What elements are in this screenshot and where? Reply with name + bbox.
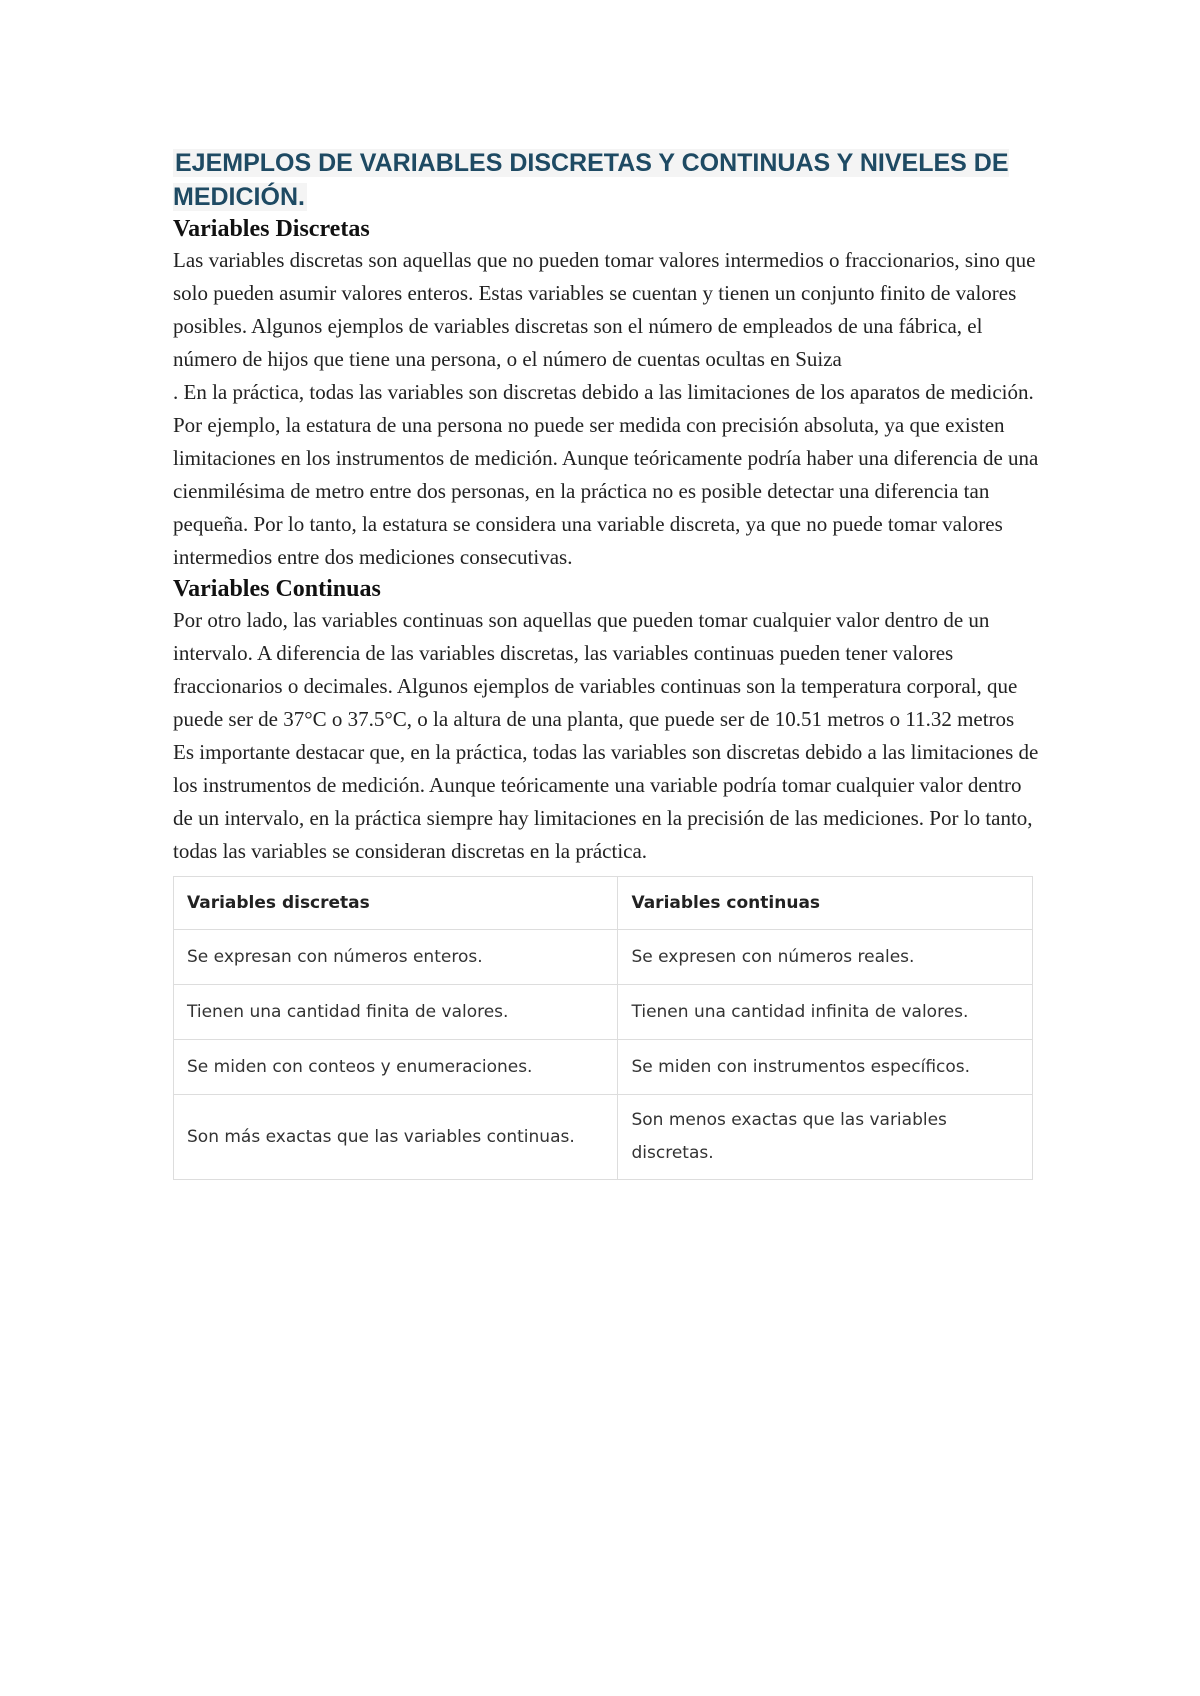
table-header-cell: Variables discretas: [174, 877, 618, 930]
table-header-cell: Variables continuas: [618, 877, 1033, 930]
paragraph-discretas-practice: . En la práctica, todas las variables son discretas debido a las limitaciones de los aparatos de medición. Por ejemplo, la estatura de una persona no puede ser medida con precisión absoluta, ya que existen limitaciones en los instrumentos de medición. Aunque teóricamente podría haber una diferencia de una cienmilésima de metro entre dos personas, en la práctica no es posible detectar una diferencia tan pequeña. Por lo tanto, la estatura se considera una variable discreta, ya que no puede tomar valores intermedios entre dos mediciones consecutivas.: [173, 380, 1039, 569]
table-cell: Son más exactas que las variables continuas.: [174, 1095, 618, 1180]
section-heading-continuas: Variables Continuas: [173, 576, 381, 602]
table-row: [174, 930, 1033, 985]
table-cell: Se miden con conteos y enumeraciones.: [174, 1040, 618, 1095]
table-cell: Se expresen con números reales.: [618, 930, 1033, 985]
document-page: [173, 140, 1039, 1180]
table-cell: Se miden con instrumentos específicos.: [618, 1040, 1033, 1095]
table-row: [174, 1040, 1033, 1095]
table-cell: Se expresan con números enteros.: [174, 930, 618, 985]
table-row: [174, 1095, 1033, 1180]
paragraph-continuas-practice: Es importante destacar que, en la práctica, todas las variables son discretas debido a las limitaciones de los instrumentos de medición. Aunque teóricamente una variable podría tomar cualquier valor dentro de un intervalo, en la práctica siempre hay limitaciones en la precisión de las mediciones. Por lo tanto, todas las variables se consideran discretas en la práctica.: [173, 740, 1039, 863]
paragraph-continuas-definition: Por otro lado, las variables continuas son aquellas que pueden tomar cualquier valor dentro de un intervalo. A diferencia de las variables discretas, las variables continuas pueden tener valores fraccionarios o decimales. Algunos ejemplos de variables continuas son la temperatura corporal, que puede ser de 37°C o 37.5°C, o la altura de una planta, que puede ser de 10.51 metros o 11.32 metros: [173, 608, 1018, 731]
paragraph-discretas-definition: Las variables discretas son aquellas que no pueden tomar valores intermedios o fraccionarios, sino que solo pueden asumir valores enteros. Estas variables se cuentan y tienen un conjunto finito de valores posibles. Algunos ejemplos de variables discretas son el número de empleados de una fábrica, el número de hijos que tiene una persona, o el número de cuentas ocultas en Suiza: [173, 248, 1036, 371]
table-cell: Son menos exactas que las variables discretas.: [618, 1095, 1033, 1180]
table-row: [174, 985, 1033, 1040]
table-header-row: [174, 877, 1033, 930]
document-title-text: EJEMPLOS DE VARIABLES DISCRETAS Y CONTINUAS Y NIVELES DE MEDICIÓN.: [173, 149, 1009, 211]
table-cell: Tienen una cantidad infinita de valores.: [618, 985, 1033, 1040]
comparison-table: [173, 876, 1033, 1180]
section-heading-discretas: Variables Discretas: [173, 216, 370, 242]
document-title: [173, 140, 1039, 214]
table-cell: Tienen una cantidad finita de valores.: [174, 985, 618, 1040]
